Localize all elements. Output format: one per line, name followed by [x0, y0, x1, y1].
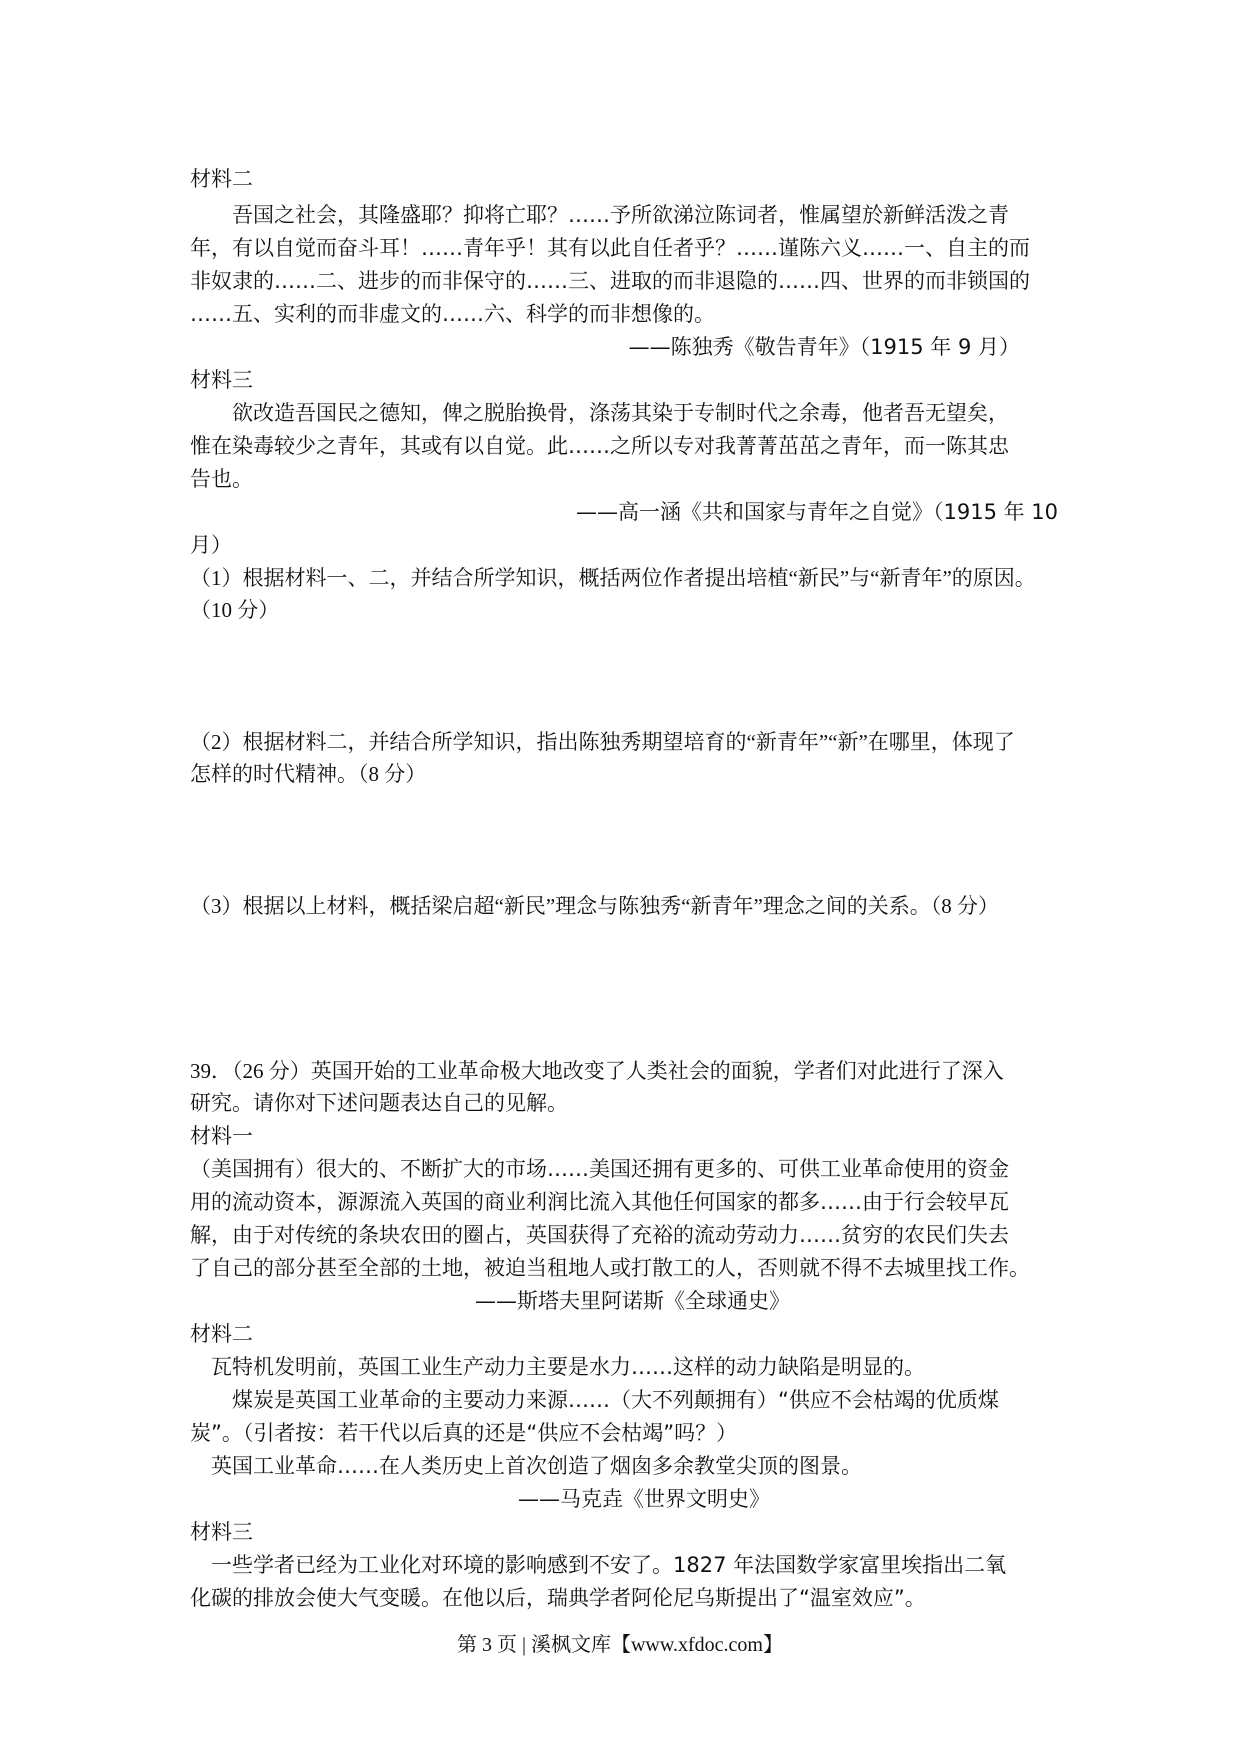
- material-text-line: 一些学者已经为工业化对环境的影响感到不安了。1827 年法国数学家富里埃指出二氧: [190, 1553, 1007, 1577]
- material-label: 材料二: [190, 167, 253, 191]
- material-text-line: 煤炭是英国工业革命的主要动力来源……（大不列颠拥有）“供应不会枯竭的优质煤: [190, 1388, 999, 1412]
- material-text-line: 吾国之社会，其隆盛耶？抑将亡耶？……予所欲涕泣陈词者，惟属望於新鲜活泼之青: [190, 203, 1009, 227]
- material-text-line: 告也。: [190, 467, 253, 491]
- material-label: 材料二: [190, 1322, 253, 1346]
- question-2: （2）根据材料二，并结合所学知识，指出陈独秀期望培育的“新青年”“新”在哪里，体现了: [190, 730, 1015, 754]
- material-source: ——高一涵《共和国家与青年之自觉》（1915 年 10: [575, 500, 1058, 524]
- material-text-line: 解，由于对传统的条块农田的圈占，英国获得了充裕的流动劳动力……贫穷的农民们失去: [190, 1223, 1009, 1247]
- question-1: （1）根据材料一、二，并结合所学知识，概括两位作者提出培植“新民”与“新青年”的原因。: [190, 566, 1036, 590]
- question-1-points: （10 分）: [190, 598, 280, 622]
- question-39: 39．（26 分）英国开始的工业革命极大地改变了人类社会的面貌，学者们对此进行了深入: [190, 1059, 1004, 1083]
- material-label: 材料三: [190, 368, 253, 392]
- question-3: （3）根据以上材料，概括梁启超“新民”理念与陈独秀“新青年”理念之间的关系。（8 分）: [190, 894, 1000, 918]
- material-text-line: 炭”。（引者按：若干代以后真的还是“供应不会枯竭”吗？）: [190, 1421, 738, 1445]
- material-text-line: 化碳的排放会使大气变暖。在他以后，瑞典学者阿伦尼乌斯提出了“温室效应”。: [190, 1586, 926, 1610]
- material-text-line: 年，有以自觉而奋斗耳！……青年乎！其有以此自任者乎？……谨陈六义……一、自主的而: [190, 236, 1030, 260]
- material-source: ——马克垚《世界文明史》: [518, 1487, 770, 1511]
- material-text-line: ……五、实利的而非虚文的……六、科学的而非想像的。: [190, 302, 715, 326]
- material-label: 材料三: [190, 1520, 253, 1544]
- material-text-line: 惟在染毒较少之青年，其或有以自觉。此……之所以专对我菁菁茁茁之青年，而一陈其忠: [190, 434, 1009, 458]
- material-text-line: 了自己的部分甚至全部的土地，被迫当租地人或打散工的人，否则就不得不去城里找工作。: [190, 1256, 1030, 1280]
- page-footer: 第 3 页 | 溪枫文库【www.xfdoc.com】: [456, 1634, 783, 1656]
- material-text-line: 欲改造吾国民之德知，俾之脱胎换骨，涤荡其染于专制时代之余毒，他者吾无望矣，: [190, 401, 1009, 425]
- material-source: 月）: [190, 533, 232, 557]
- material-text-line: 瓦特机发明前，英国工业生产动力主要是水力……这样的动力缺陷是明显的。: [190, 1355, 925, 1379]
- material-source: ——陈独秀《敬告青年》（1915 年 9 月）: [628, 335, 1020, 359]
- material-text-line: 非奴隶的……二、进步的而非保守的……三、进取的而非退隐的……四、世界的而非锁国的: [190, 269, 1030, 293]
- material-text-line: 英国工业革命……在人类历史上首次创造了烟囱多余教堂尖顶的图景。: [190, 1454, 862, 1478]
- material-text-line: 用的流动资本，源源流入英国的商业利润比流入其他任何国家的都多……由于行会较早瓦: [190, 1190, 1009, 1214]
- question-2-line2: 怎样的时代精神。（8 分）: [190, 762, 427, 786]
- material-label: 材料一: [190, 1124, 253, 1148]
- question-39-line2: 研究。请你对下述问题表达自己的见解。: [190, 1091, 568, 1115]
- material-text-line: （美国拥有）很大的、不断扩大的市场……美国还拥有更多的、可供工业革命使用的资金: [190, 1157, 1009, 1181]
- material-source: ——斯塔夫里阿诺斯《全球通史》: [475, 1289, 790, 1313]
